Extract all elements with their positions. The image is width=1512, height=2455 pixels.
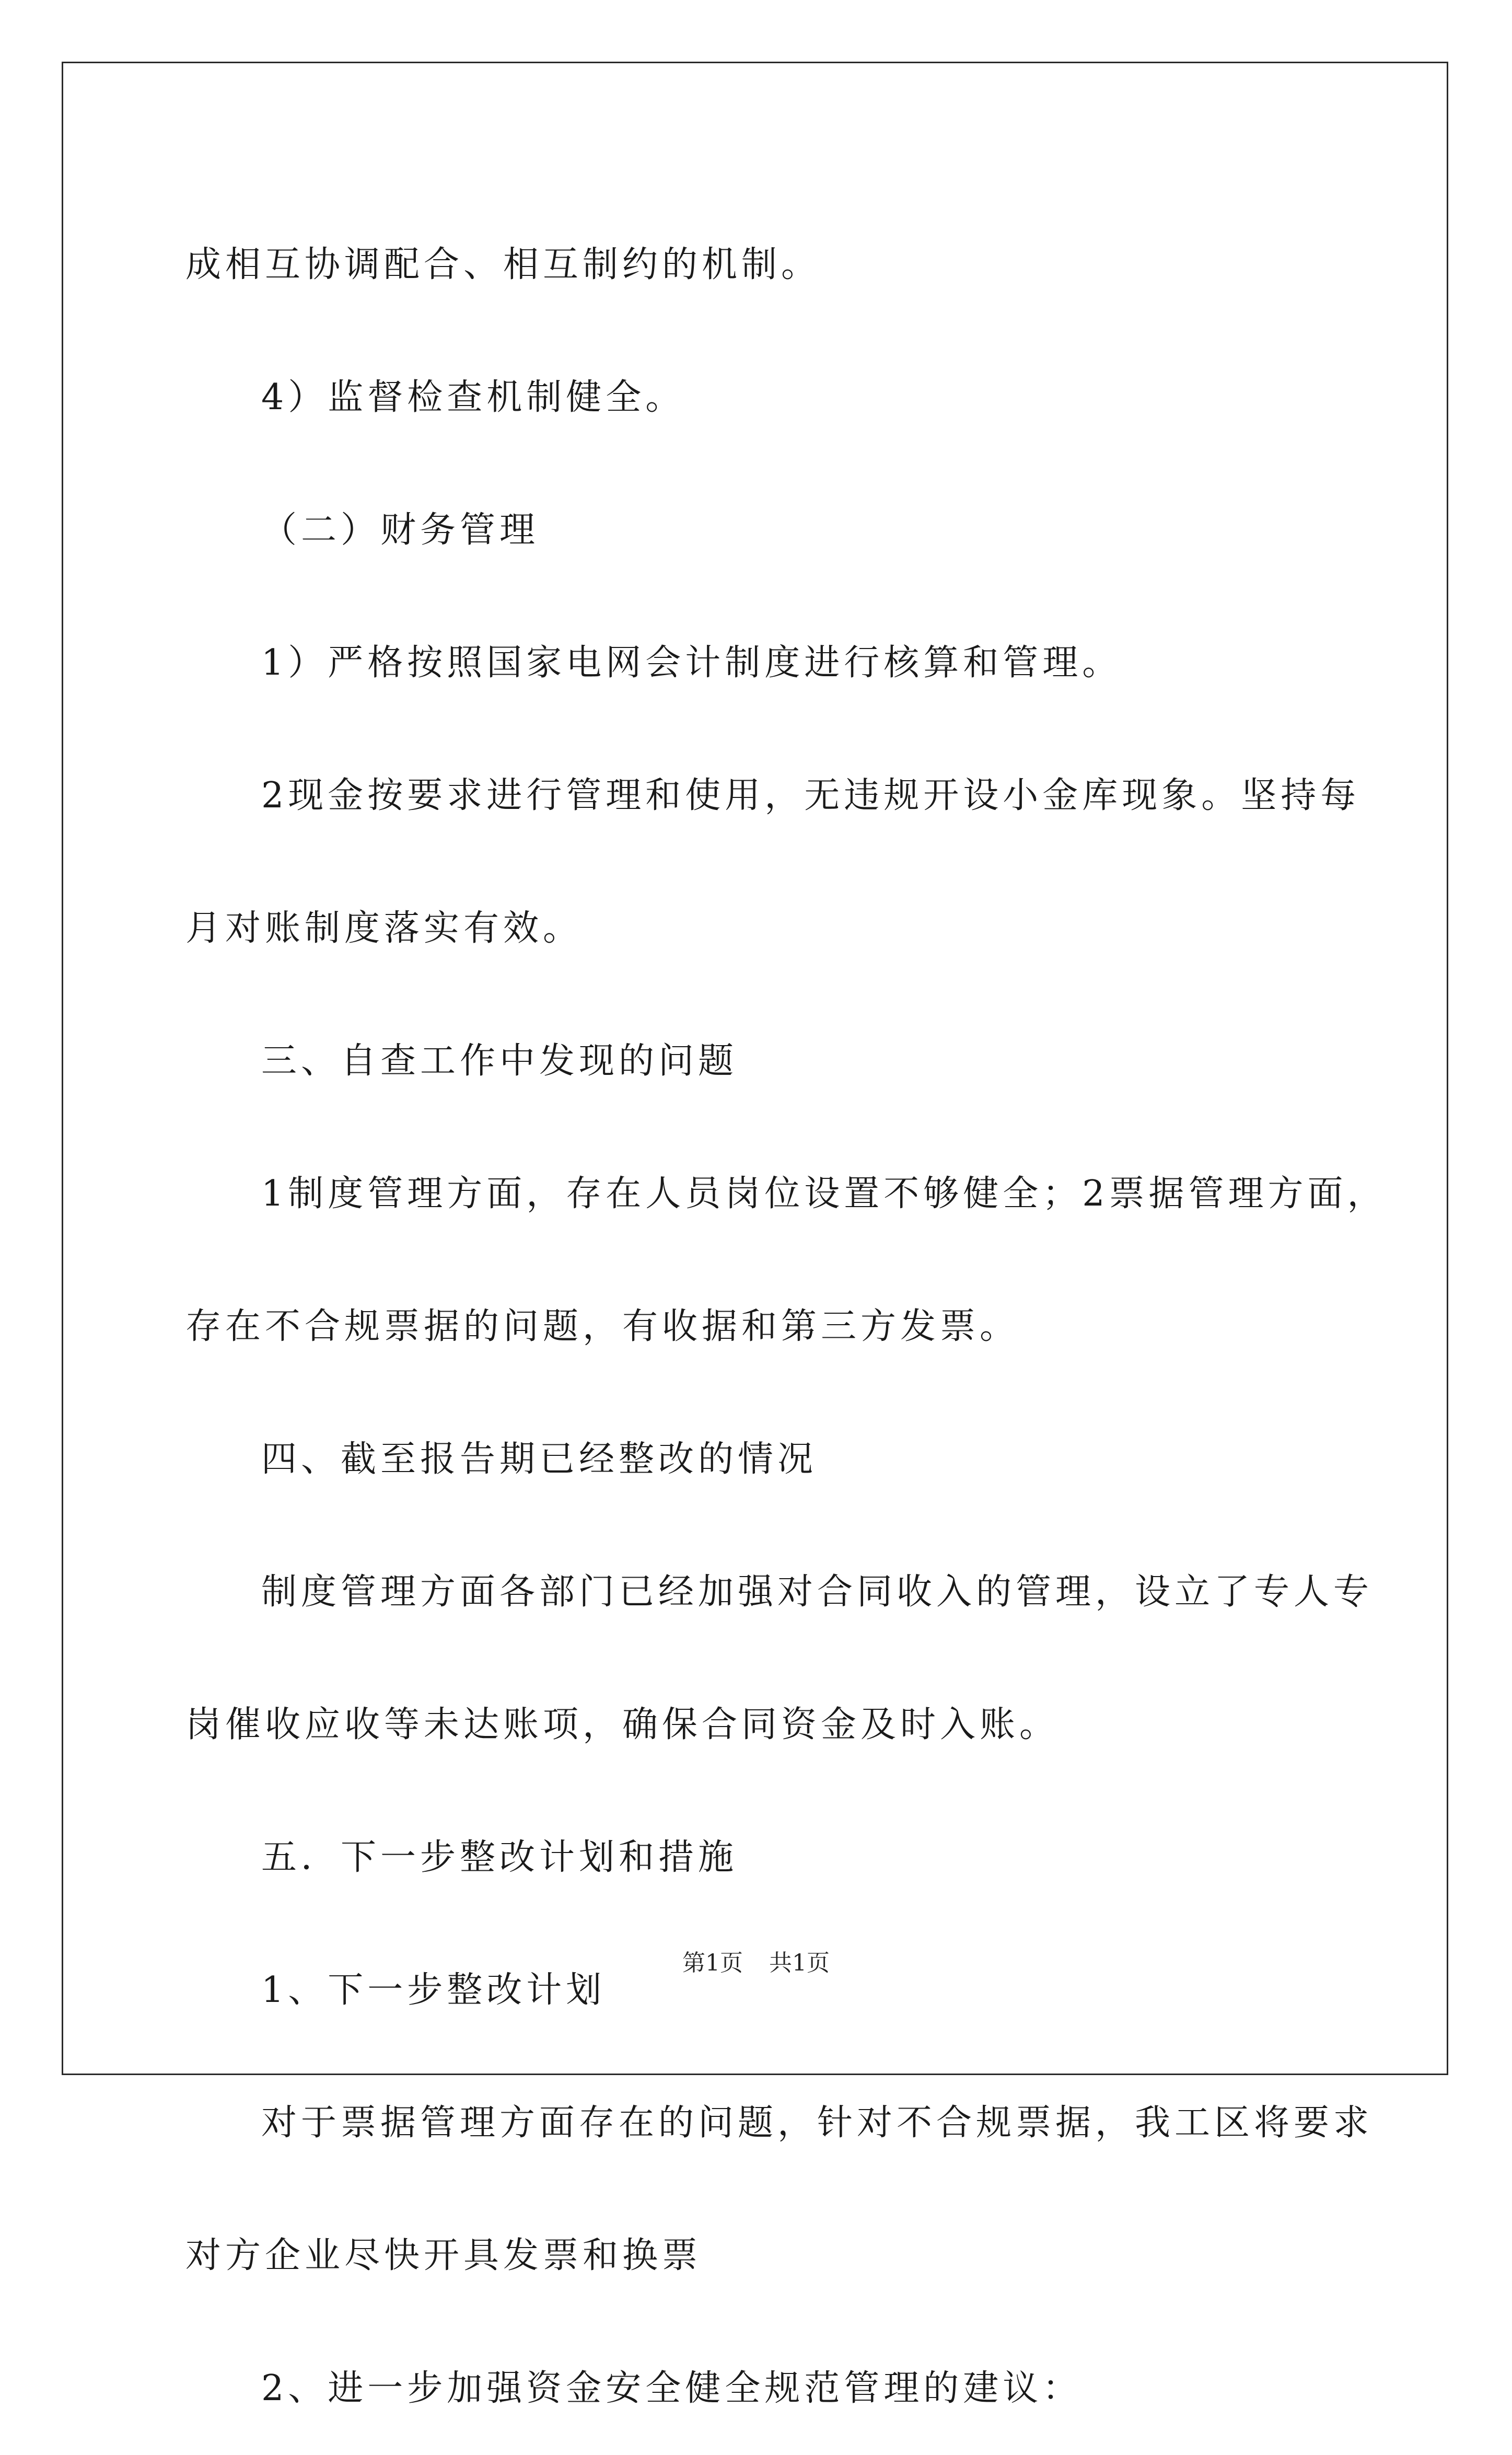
sub-heading: 1、下一步整改计划: [261, 1970, 606, 2011]
section-heading: 四、截至报告期已经整改的情况: [261, 1439, 818, 1480]
sub-heading: 2、进一步加强资金安全健全规范管理的建议：: [261, 2368, 1083, 2409]
paragraph: 存在不合规票据的问题，有收据和第三方发票。: [185, 1306, 1020, 1347]
paragraph: 成相互协调配合、相互制约的机制。: [185, 244, 821, 285]
page-number-current: 第1页: [682, 1950, 743, 1976]
paragraph: 月对账制度落实有效。: [185, 908, 583, 949]
paragraph: 2现金按要求进行管理和使用，无违规开设小金库现象。坚持每: [261, 775, 1360, 816]
page-number-total: 共1页: [769, 1950, 830, 1976]
paragraph: 4）监督检查机制健全。: [261, 377, 685, 418]
section-heading: 三、自查工作中发现的问题: [261, 1040, 738, 1082]
paragraph: 1）严格按照国家电网会计制度进行核算和管理。: [261, 642, 1122, 684]
paragraph: 对方企业尽快开具发票和换票: [185, 2235, 702, 2276]
document-body: [185, 199, 1387, 2455]
section-heading: 五．下一步整改计划和措施: [261, 1837, 738, 1878]
paragraph: 岗催收应收等未达账项，确保合同资金及时入账。: [185, 1704, 1060, 1745]
paragraph: 对于票据管理方面存在的问题，针对不合规票据，我工区将要求: [261, 2102, 1374, 2144]
paragraph: 1制度管理方面，存在人员岗位设置不够健全；2票据管理方面，: [261, 1173, 1387, 1214]
page-footer: [0, 1944, 1512, 1977]
section-heading: （二）财务管理: [261, 509, 540, 551]
paragraph: 制度管理方面各部门已经加强对合同收入的管理，设立了专人专: [261, 1571, 1374, 1613]
